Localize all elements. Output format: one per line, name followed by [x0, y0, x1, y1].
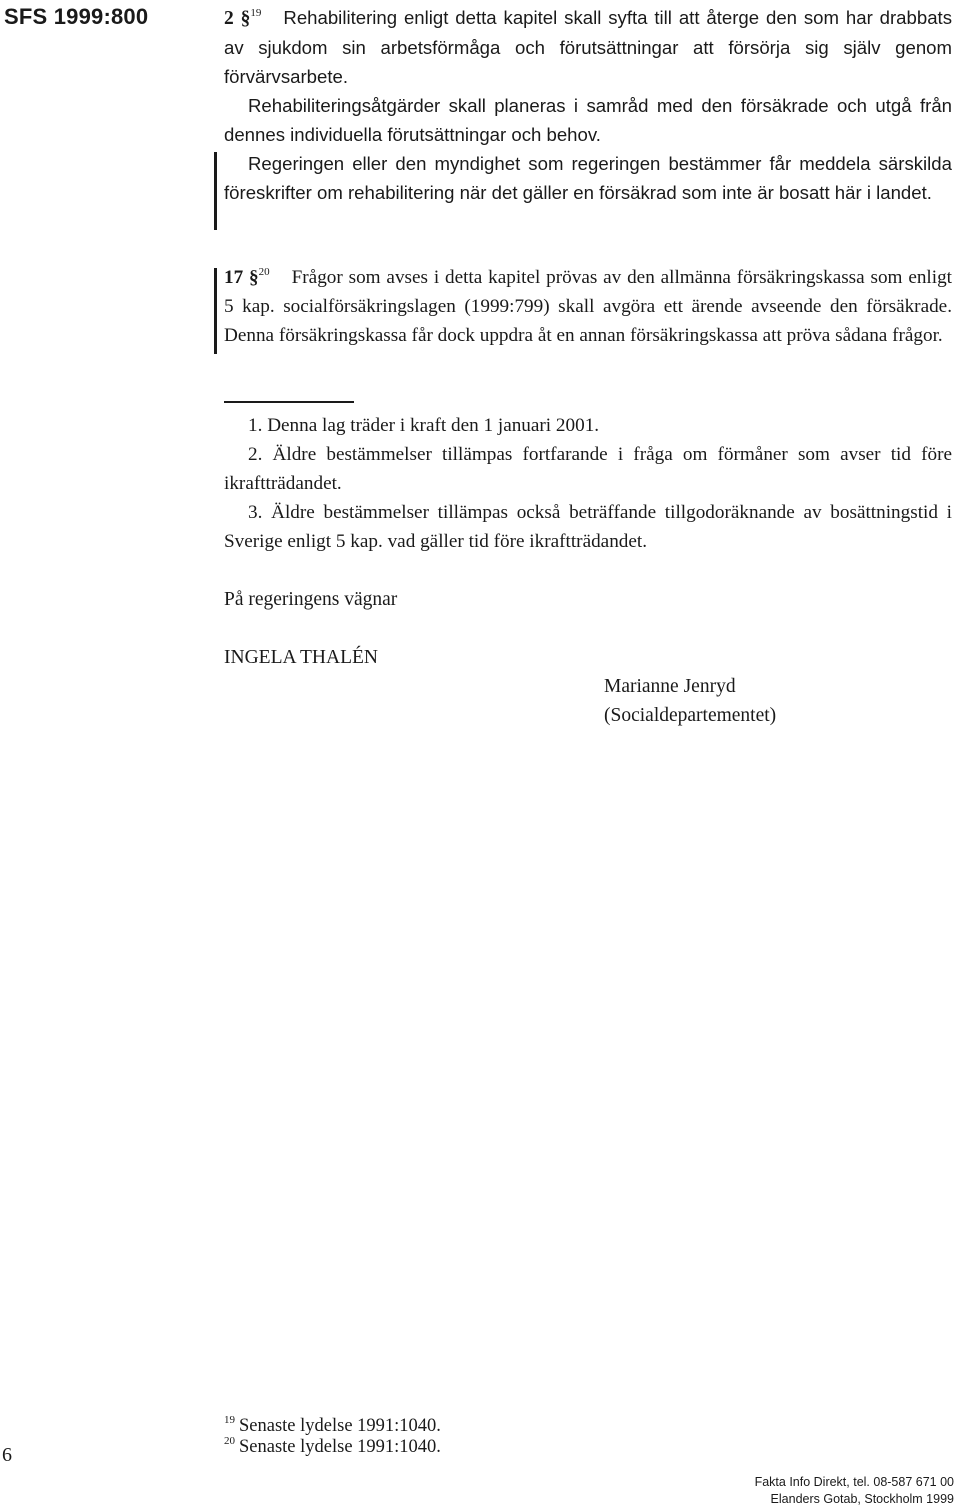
- page-number: 6: [2, 1444, 12, 1466]
- on-behalf-of-government: På regeringens vägnar: [224, 589, 398, 610]
- footnote-number: 20: [224, 1435, 235, 1447]
- footnote-text: Senaste lydelse 1991:1040.: [239, 1416, 441, 1436]
- footnote: [224, 1415, 441, 1437]
- section-17: [224, 263, 952, 350]
- change-bar-section2: [214, 152, 217, 230]
- section-number: 17: [224, 267, 244, 288]
- paragraph-sign: §: [240, 8, 251, 29]
- footnote-text: Senaste lydelse 1991:1040.: [239, 1437, 441, 1457]
- footnote-ref: 19: [250, 7, 262, 19]
- section-17-para: [224, 263, 952, 350]
- footnote-number: 19: [224, 1414, 235, 1426]
- footnote: [224, 1436, 441, 1458]
- minister-name: INGELA THALÉN: [224, 647, 378, 668]
- paragraph-sign: §: [249, 267, 259, 288]
- change-bar-section17: [214, 268, 217, 354]
- transitional-rule: [224, 401, 354, 403]
- publisher-line: Fakta Info Direkt, tel. 08-587 671 00: [754, 1475, 954, 1489]
- transitional-item: 3. Äldre bestämmelser tillämpas också beträffande tillgodoräknande av bosättningstid i Sverige enligt 5 kap. vad gäller tid före ikraftträdandet.: [224, 502, 952, 552]
- transitional-item: 1. Denna lag träder i kraft den 1 januari 2001.: [248, 415, 600, 436]
- transitional-provisions: [224, 411, 952, 556]
- sfs-number: SFS 1999:800: [4, 4, 149, 29]
- section-2-para-2: Rehabiliteringsåtgärder skall planeras i samråd med den försäkrade och utgå från dennes individuella förutsättningar och behov.: [224, 95, 952, 145]
- publisher-line: Elanders Gotab, Stockholm 1999: [770, 1492, 954, 1506]
- section-2-para-1-text: Rehabilitering enligt detta kapitel skall syfta till att återge den som har drabbats av sjukdom sin arbetsförmåga och förutsättningar att försörja sig själv genom förvärvsarbete.: [224, 7, 952, 87]
- publisher-info: [755, 1474, 954, 1508]
- section-2-para-1: [224, 3, 952, 91]
- footnote-ref: 20: [258, 266, 270, 278]
- official-name: Marianne Jenryd: [604, 676, 736, 697]
- section-17-text: Frågor som avses i detta kapitel prövas av den allmänna försäkringskassa som enligt 5 kap. socialförsäkringslagen (1999:799) skall avgöra ett ärende avseende den försäkrade. Denna försäkringskassa får dock uppdra åt en annan försäkringskassa att pröva sådana frågor.: [224, 267, 953, 346]
- section-2-para-3: Regeringen eller den myndighet som regeringen bestämmer får meddela särskilda föreskrifter om rehabilitering när det gäller en försäkrad som inte är bosatt här i landet.: [224, 153, 952, 203]
- department-name: (Socialdepartementet): [604, 705, 777, 726]
- section-2: [224, 3, 952, 207]
- section-number: 2: [224, 8, 234, 29]
- transitional-item: 2. Äldre bestämmelser tillämpas fortfarande i fråga om förmåner som avser tid före ikraftträdandet.: [224, 444, 952, 494]
